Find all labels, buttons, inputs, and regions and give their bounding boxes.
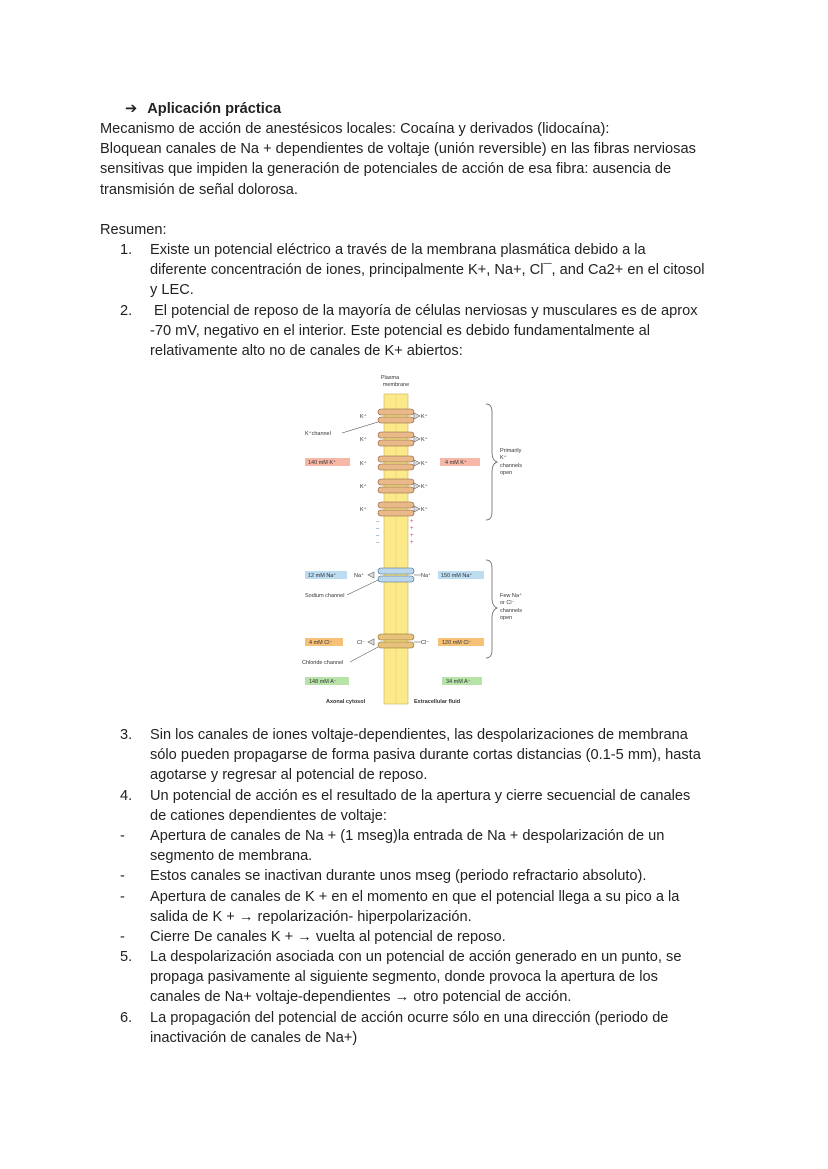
item-line: Estos canales se inactivan durante unos mseg (periodo refractario absoluto).	[150, 868, 647, 884]
item-line: Existe un potencial eléctrico a través de la membrana plasmática debido a la	[150, 242, 646, 258]
cl-ion-label: Cl⁻	[421, 640, 430, 646]
k-ion-label: K⁺	[421, 461, 428, 467]
summary-item	[100, 240, 740, 301]
dash-bullet: -	[120, 828, 125, 844]
item-line: inactivación de canales de Na+)	[150, 1030, 358, 1047]
k-ion-label: K⁺	[360, 437, 367, 443]
cytosol-label: Axonal cytosol	[326, 699, 366, 705]
negative-charges	[376, 519, 380, 546]
k-ion-label: K⁺	[360, 507, 367, 513]
k-ion-label: K⁺	[360, 414, 367, 420]
arrow-bullet-icon: ➔	[125, 101, 138, 117]
intro-line: Mecanismo de acción de anestésicos locales: Cocaína y derivados (lidocaína):	[100, 121, 610, 137]
bracket-top-label: open	[500, 470, 513, 476]
svg-text:+: +	[410, 526, 414, 532]
positive-charges	[410, 519, 414, 546]
svg-text:+: +	[410, 533, 414, 539]
item-line: sólo pueden propagarse de forma pasiva durante cortas distancias (0.1-5 mm), hasta	[150, 747, 701, 764]
heading-title: Aplicación práctica	[147, 101, 282, 117]
inside-na-concentration: 12 mM Na⁺	[308, 573, 337, 579]
inside-cl-concentration: 4 mM Cl⁻	[309, 640, 333, 646]
chloride-channel-label: Chloride channel	[302, 660, 344, 666]
svg-text:+: +	[410, 540, 414, 546]
item-line: La propagación del potencial de acción ocurre sólo en una dirección (periodo de	[150, 1010, 669, 1026]
svg-text:–: –	[376, 526, 380, 532]
intro-line: transmisión de señal dolorosa.	[100, 181, 298, 198]
item-line: Un potencial de acción es el resultado de la apertura y cierre secuencial de canales	[150, 788, 691, 804]
summary-subitem	[100, 887, 740, 927]
item-line: propaga pasivamente al siguiente segmento, donde provoca la apertura de los	[150, 969, 658, 986]
k-ion-label: K⁺	[421, 507, 428, 513]
intro-line: sensitivas que impiden la generación de potenciales de acción de esa fibra: ausencia de	[100, 161, 672, 178]
summary-item	[100, 947, 740, 1008]
svg-text:+: +	[410, 519, 414, 525]
item-number: 6.	[120, 1010, 133, 1026]
bracket-bottom-label: open	[500, 615, 513, 621]
item-line: diferente concentración de iones, principalmente K+, Na+, Cl¯, and Ca2+ en el citosol	[150, 262, 705, 279]
item-number: 2.	[120, 303, 133, 319]
outside-cl-concentration: 120 mM Cl⁻	[442, 640, 472, 646]
outside-k-concentration: 4 mM K⁺	[445, 460, 467, 466]
outside-a-concentration: 34 mM A⁻	[446, 679, 471, 685]
bottom-bracket	[486, 560, 497, 658]
svg-text:–: –	[376, 540, 380, 546]
membrane-label: Plasma	[380, 375, 400, 381]
outside-na-concentration: 150 mM Na⁺	[441, 573, 473, 579]
summary-subitem	[100, 866, 740, 886]
k-ion-label: K⁺	[360, 484, 367, 490]
bracket-bottom-label: or Cl⁻	[500, 600, 515, 606]
summary-item	[100, 1008, 740, 1048]
item-number: 5.	[120, 949, 133, 965]
item-line: y LEC.	[150, 282, 194, 299]
bracket-top-label: Primarily	[500, 448, 522, 454]
k-ion-label: K⁺	[421, 437, 428, 443]
extracellular-label: Extracellular fluid	[414, 699, 461, 705]
na-ion-label: Na⁺	[354, 573, 364, 579]
top-bracket	[486, 404, 497, 520]
item-line: agotarse y regresar al potencial de reposo.	[150, 767, 428, 784]
svg-text:–: –	[376, 519, 380, 525]
k-ion-label: K⁺	[360, 461, 367, 467]
item-line: La despolarización asociada con un potencial de acción generado en un punto, se	[150, 949, 682, 965]
dash-bullet: -	[120, 889, 125, 905]
item-number: 3.	[120, 727, 133, 743]
cl-ion-label: Cl⁻	[357, 640, 366, 646]
sodium-channel-label: Sodium channel	[305, 593, 345, 599]
dash-bullet: -	[120, 929, 125, 945]
item-line: -70 mV, negativo en el interior. Este potencial es debido fundamentalmente al	[150, 323, 651, 340]
item-line: de cationes dependientes de voltaje:	[150, 808, 387, 825]
inside-a-concentration: 148 mM A⁻	[309, 679, 337, 685]
item-line: relativamente alto no de canales de K+ abiertos:	[150, 343, 463, 360]
dash-bullet: -	[120, 868, 125, 884]
inside-k-concentration: 140 mM K⁺	[308, 460, 336, 466]
item-line: Cierre De canales K + → vuelta al potencial de reposo.	[150, 929, 506, 945]
item-number: 1.	[120, 242, 133, 258]
na-ion-label: Na⁺	[421, 573, 431, 579]
bracket-bottom-label: Few Na⁺	[500, 593, 522, 599]
item-line: canales de Na+ voltaje-dependientes → otro potencial de acción.	[150, 989, 572, 1006]
bracket-top-label: K⁺	[500, 455, 507, 461]
summary-item	[100, 301, 740, 362]
item-line: El potencial de reposo de la mayoría de células nerviosas y musculares es de aprox	[150, 303, 698, 319]
intro-line: Bloquean canales de Na + dependientes de voltaje (unión reversible) en las fibras nerviosas	[100, 141, 696, 158]
bracket-bottom-label: channels	[500, 608, 523, 614]
section-heading	[125, 99, 281, 119]
k-channel-label: K⁺channel	[305, 431, 331, 437]
k-flux-arrows	[414, 413, 420, 512]
item-line: Sin los canales de iones voltaje-dependientes, las despolarizaciones de membrana	[150, 727, 688, 743]
summary-item	[100, 786, 740, 826]
item-line: Apertura de canales de K + en el momento en que el potencial llega a su pico a la	[150, 889, 680, 905]
k-ion-label: K⁺	[421, 484, 428, 490]
summary-subitem	[100, 826, 740, 866]
summary-item	[100, 725, 740, 786]
membrane-potential-diagram	[290, 366, 540, 711]
k-ion-label: K⁺	[421, 414, 428, 420]
item-line: Apertura de canales de Na + (1 mseg)la entrada de Na + despolarización de un	[150, 828, 665, 844]
resumen-label: Resumen:	[100, 222, 167, 238]
membrane-label: membrane	[382, 382, 410, 388]
intro-paragraph	[100, 119, 740, 200]
item-line: segmento de membrana.	[150, 848, 313, 865]
item-line: salida de K + → repolarización- hiperpolarización.	[150, 909, 472, 926]
svg-text:–: –	[376, 533, 380, 539]
item-number: 4.	[120, 788, 133, 804]
bracket-top-label: channels	[500, 463, 523, 469]
summary-subitem	[100, 927, 740, 947]
